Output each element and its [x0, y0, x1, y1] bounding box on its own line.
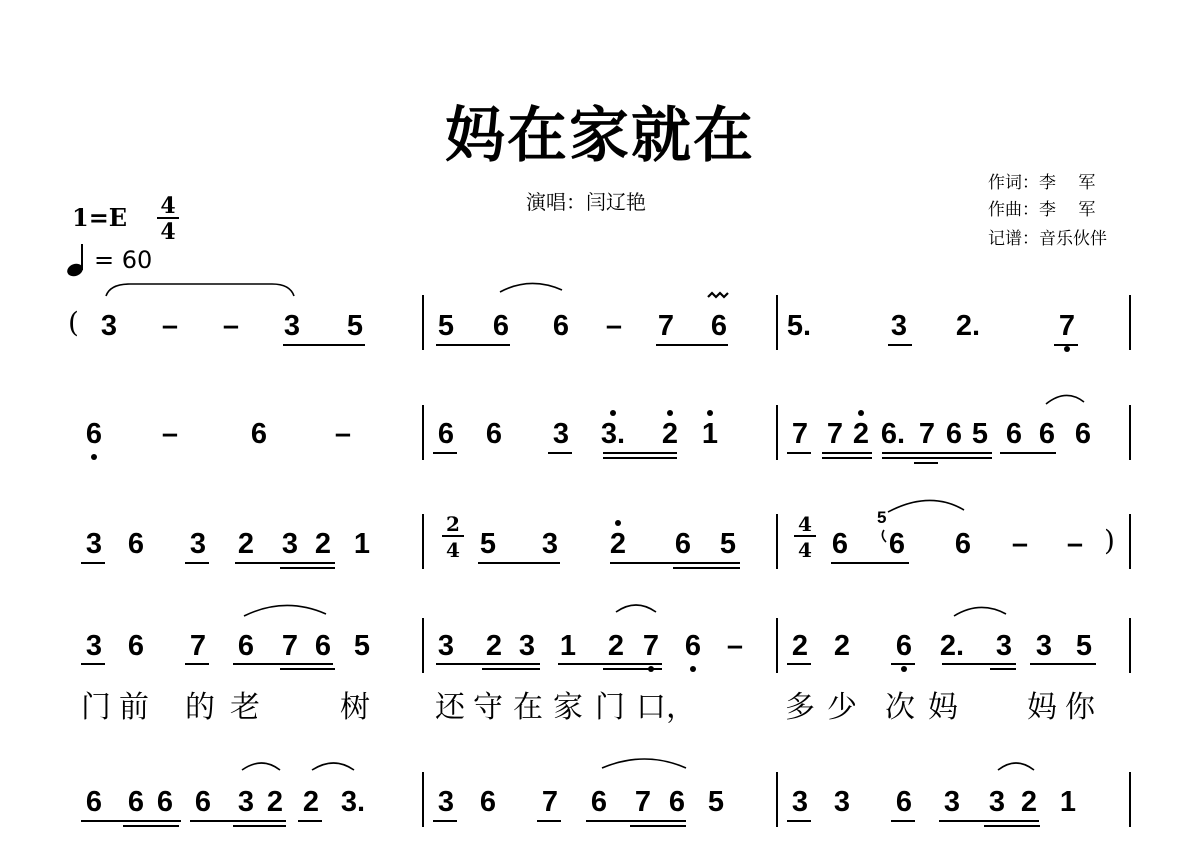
note: 5: [353, 630, 371, 662]
note: 3: [281, 528, 299, 560]
note: 6: [590, 786, 608, 818]
note: 3: [518, 630, 536, 662]
note: 3.: [600, 418, 626, 450]
note: 5.: [786, 310, 812, 342]
note: 2: [302, 786, 320, 818]
lyric-char: 口，: [636, 690, 696, 725]
note: 2: [266, 786, 284, 818]
note: 6: [895, 786, 913, 818]
time-change-top: 4: [798, 512, 812, 536]
note: 3: [890, 310, 908, 342]
note: 3: [189, 528, 207, 560]
grace-note: 5: [877, 508, 887, 527]
note: 6: [1038, 418, 1056, 450]
time-signature-top: 4: [160, 193, 176, 219]
note: 5: [719, 528, 737, 560]
note: 2: [607, 630, 625, 662]
note: 3: [283, 310, 301, 342]
note: –: [605, 310, 623, 342]
lyric-char: 还: [435, 690, 465, 725]
note: 3: [85, 630, 103, 662]
note: 2.: [955, 310, 981, 342]
tempo-value: = 60: [94, 246, 153, 274]
note: 6: [710, 310, 728, 342]
grace-tie: [882, 530, 886, 542]
lyric-char: 你: [1065, 690, 1095, 725]
lyric-char: 次: [885, 690, 915, 725]
note: 5: [437, 310, 455, 342]
note: 3: [437, 786, 455, 818]
note: 7: [657, 310, 675, 342]
lyric-char: 少: [827, 690, 857, 725]
lyric-char: 多: [785, 690, 815, 725]
song-title: 妈在家就在: [445, 101, 755, 171]
note: 6: [127, 630, 145, 662]
intro-paren-close: ): [1104, 524, 1115, 557]
note: 6: [888, 528, 906, 560]
note: 3: [988, 786, 1006, 818]
transcriber-credit: 记谱：音乐伙伴: [988, 229, 1107, 249]
note: 2.: [939, 630, 965, 662]
note: 6: [684, 630, 702, 662]
slur: [106, 284, 294, 296]
lyric-char: 门: [595, 690, 625, 725]
note: 3: [552, 418, 570, 450]
note: 2: [485, 630, 503, 662]
note: 6: [85, 418, 103, 450]
composer-credit: 作曲：李 军: [988, 200, 1096, 220]
lyric-char: 前: [119, 690, 149, 725]
slur: [312, 763, 354, 770]
lyric-char: 妈: [928, 690, 958, 725]
note: 2: [852, 418, 870, 450]
note: 7: [1058, 310, 1076, 342]
note: 5: [479, 528, 497, 560]
slur: [602, 759, 686, 768]
lyric-char: 的: [185, 690, 215, 725]
note: –: [161, 310, 179, 342]
slur: [954, 607, 1006, 616]
note: 6: [552, 310, 570, 342]
time-change-top: 2: [446, 512, 460, 536]
note: 6: [194, 786, 212, 818]
slur: [888, 500, 964, 512]
note: 6: [674, 528, 692, 560]
note: 6: [831, 528, 849, 560]
note: 2: [314, 528, 332, 560]
note: 6: [668, 786, 686, 818]
time-change-bottom: 4: [798, 538, 812, 562]
key-signature: 1=E: [72, 203, 128, 232]
lyricist-credit: 作词：李 军: [988, 173, 1096, 193]
slur: [244, 605, 326, 616]
note: 6: [127, 528, 145, 560]
note: 6: [127, 786, 145, 818]
note: 6.: [880, 418, 906, 450]
slur: [242, 763, 280, 770]
note: –: [334, 418, 352, 450]
lyric-char: 守: [473, 690, 503, 725]
time-change-bottom: 4: [446, 538, 460, 562]
note: 1: [1059, 786, 1077, 818]
slur: [500, 283, 562, 292]
note: 6: [954, 528, 972, 560]
note: 6: [1005, 418, 1023, 450]
note: 3: [437, 630, 455, 662]
slur: [1046, 395, 1084, 404]
note: 7: [826, 418, 844, 450]
note: 7: [634, 786, 652, 818]
note: 5: [346, 310, 364, 342]
lyric-char: 树: [340, 690, 370, 725]
note: 6: [485, 418, 503, 450]
note: 5: [1075, 630, 1093, 662]
lyric-char: 门: [81, 690, 111, 725]
note: 6: [85, 786, 103, 818]
note: 3: [791, 786, 809, 818]
note: 6: [156, 786, 174, 818]
note: 7: [642, 630, 660, 662]
note: 3: [100, 310, 118, 342]
note: 3: [237, 786, 255, 818]
note: 1: [701, 418, 719, 450]
note: 6: [492, 310, 510, 342]
note: 7: [541, 786, 559, 818]
note: 6: [250, 418, 268, 450]
note: 3: [943, 786, 961, 818]
intro-paren-open: (: [68, 306, 79, 339]
slur: [998, 763, 1034, 770]
note: 5: [707, 786, 725, 818]
note: 5: [971, 418, 989, 450]
lyric-char: 家: [553, 690, 583, 725]
note: 1: [353, 528, 371, 560]
note: 7: [791, 418, 809, 450]
note: 3.: [340, 786, 366, 818]
singer-credit: 演唱：闫辽艳: [526, 190, 646, 214]
note: –: [726, 630, 744, 662]
lyric-char: 妈: [1027, 690, 1057, 725]
note: 6: [895, 630, 913, 662]
note: 3: [833, 786, 851, 818]
note: 6: [945, 418, 963, 450]
note: 3: [1035, 630, 1053, 662]
note: 7: [918, 418, 936, 450]
note: 2: [661, 418, 679, 450]
note: 3: [85, 528, 103, 560]
time-signature-bottom: 4: [160, 219, 176, 245]
note: 2: [237, 528, 255, 560]
note: –: [1011, 528, 1029, 560]
slur: [616, 605, 656, 612]
note: –: [1066, 528, 1084, 560]
note: 6: [314, 630, 332, 662]
lyric-char: 在: [513, 690, 543, 725]
note: 1: [559, 630, 577, 662]
note: 3: [541, 528, 559, 560]
note: –: [222, 310, 240, 342]
note: 2: [1020, 786, 1038, 818]
note: 2: [833, 630, 851, 662]
note: 6: [479, 786, 497, 818]
note: 2: [609, 528, 627, 560]
note: 7: [281, 630, 299, 662]
note: 7: [189, 630, 207, 662]
note: 6: [437, 418, 455, 450]
lyric-char: 老: [230, 690, 260, 725]
note: –: [161, 418, 179, 450]
note: 6: [237, 630, 255, 662]
note: 6: [1074, 418, 1092, 450]
note: 3: [995, 630, 1013, 662]
trill-ornament: [708, 293, 728, 297]
note: 2: [791, 630, 809, 662]
